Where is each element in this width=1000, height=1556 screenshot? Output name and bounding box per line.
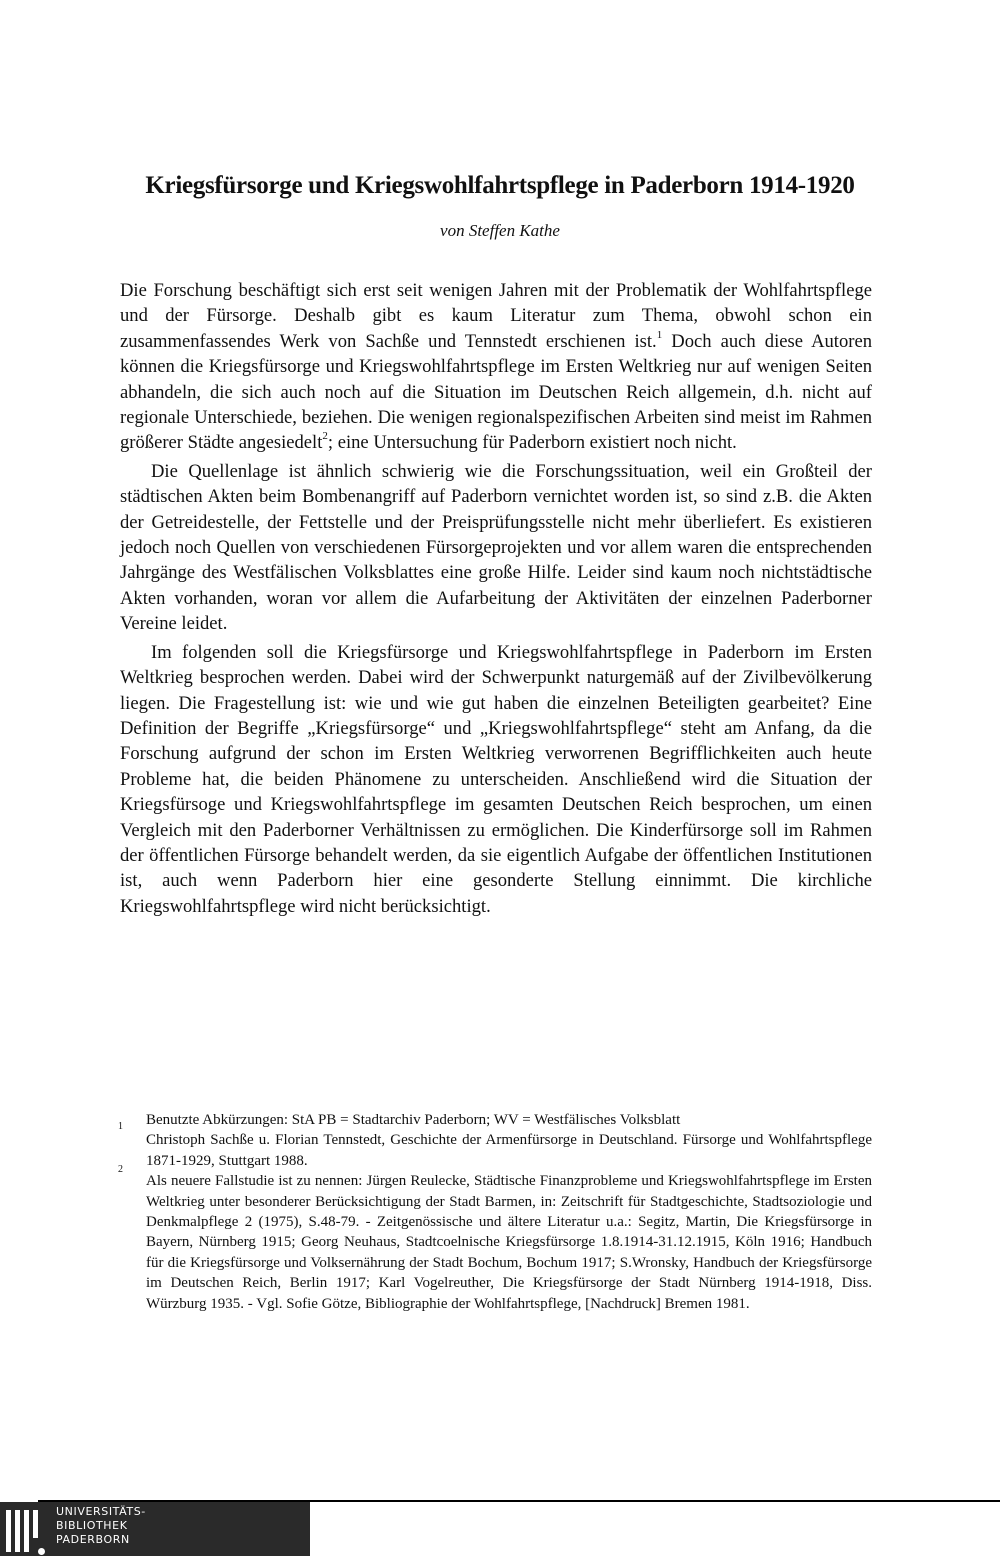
footnote-2-number: 2: [118, 1164, 123, 1176]
footnote-2-text: Als neuere Fallstudie ist zu nennen: Jürgen Reulecke, Städtische Finanzprobleme und Kriegswohlfahrtspflege im Ersten Weltkrieg unter besonderer Berücksichtigung der Stadt Barmen, in: Zeitschrift für Stadtgeschichte, Stadtsoziologie und Denkmalpflege 2 (1975), S.48-79. - Zeitgenössische und ältere Literatur u.a.: Segitz, Martin, Die Kriegsfürsorge in Bayern, Nürnberg 1915; Georg Neuhaus, Stadtcoelnische Kriegsfürsorge 1.8.1914-31.12.1915, Köln 1916; Handbuch für die Kriegsfürsorge und Volksernährung der Stadt Bochum, Bochum 1917; S.Wronsky, Handbuch der Kriegsfürsorge im Deutschen Reich, Berlin 1917; Karl Vogelreuther, Die Kriegsfürsorge der Stadt Nürnberg 1914-1918, Diss. Würzburg 1935. - Vgl. Sofie Götze, Bibliographie der Wohlfahrtspflege, [Nachdruck] Bremen 1981.: [146, 1173, 872, 1312]
footnote-1-text: Christoph Sachße u. Florian Tennstedt, Geschichte der Armenfürsorge in Deutschland. Fürsorge und Wohlfahrtspflege 1871-1929, Stuttgart 1988.: [146, 1132, 872, 1169]
footnote-ref-1: 1: [656, 328, 663, 341]
article-author: von Steffen Kathe: [440, 221, 560, 240]
paragraph-1-part-c: ; eine Untersuchung für Paderborn existiert noch nicht.: [327, 432, 737, 454]
footnote-1-number: 1: [118, 1121, 123, 1133]
article-body: [120, 278, 872, 919]
article-title: Kriegsfürsorge und Kriegswohlfahrtspflege in Paderborn 1914-1920: [145, 172, 855, 199]
footnotes: [118, 1110, 872, 1314]
paragraph-1: [120, 278, 872, 456]
logo-line-3: PADERBORN: [56, 1533, 130, 1546]
footnote-1: [118, 1121, 872, 1171]
library-logo-bars-icon: [6, 1510, 38, 1552]
library-logo-text: [56, 1505, 146, 1547]
library-logo-dot-icon: [38, 1548, 45, 1555]
logo-line-1: UNIVERSITÄTS-: [56, 1505, 146, 1518]
footnote-2: [118, 1164, 872, 1314]
footnote-abbrev-text: Benutzte Abkürzungen: StA PB = Stadtarchiv Paderborn; WV = Westfälisches Volksblatt: [146, 1112, 681, 1128]
paragraph-2: Die Quellenlage ist ähnlich schwierig wie die Forschungssituation, weil ein Großteil der städtischen Akten beim Bombenangriff auf Paderborn vernichtet worden ist, so sind z.B. die Akten der Getreidestelle, der Fettstelle und der Preisprüfungsstelle nicht mehr überliefert. Es existieren jedoch noch Quellen von verschiedenen Fürsorgeprojekten und vor allem waren die entsprechenden Jahrgänge des Westfälischen Volksblattes eine große Hilfe. Leider sind kaum noch nichtstädtische Akten vorhanden, woran vor allem die Aufarbeitung der Aktivitäten der einzelnen Paderborner Vereine leidet.: [120, 460, 872, 635]
footnote-ref-2: 2: [322, 430, 328, 443]
footnote-abbreviations: [118, 1110, 872, 1130]
paragraph-3: Im folgenden soll die Kriegsfürsorge und Kriegswohlfahrtspflege in Paderborn im Ersten Weltkrieg besprochen werden. Dabei wird der Schwerpunkt naturgemäß auf der Zivilbevölkerung liegen. Die Fragestellung ist: wie und wie gut haben die einzelnen Beteiligten gearbeitet? Eine Definition der Begriffe „Kriegsfürsorge“ und „Kriegswohlfahrtspflege“ steht am Anfang, da die Forschung aufgrund der schon im Ersten Weltkrieg verworrenen Begrifflichkeiten auch heute Probleme hat, die beiden Phänomene zu unterscheiden. Anschließend wird die Situation der Kriegsfürsoge und Kriegswohlfahrtspflege im gesamten Deutschen Reich besprochen, um einen Vergleich mit den Paderborner Verhältnissen zu ermöglichen. Die Kinderfürsorge soll im Rahmen der öffentlichen Fürsorge behandelt werden, da sie eigentlich Aufgabe der öffentlichen Institutionen ist, auch wenn Paderborn hier eine gesonderte Stellung einnimmt. Die kirchliche Kriegswohlfahrtspflege wird nicht berücksichtigt.: [120, 641, 872, 917]
logo-line-2: BIBLIOTHEK: [56, 1519, 128, 1532]
library-logo: [0, 1502, 310, 1556]
paragraph-1-part-a: Die Forschung beschäftigt sich erst seit wenigen Jahren mit der Problematik der Wohlfahrtspflege und der Fürsorge. Deshalb gibt es kaum Literatur zum Thema, obwohl schon ein zusammenfassendes Werk von Sachße und Tennstedt erschienen ist.: [120, 280, 872, 352]
paragraph-1-part-b: Doch auch diese Autoren können die Kriegsfürsorge und Kriegswohlfahrtspflege im Ersten Weltkrieg nur auf wenigen Seiten abhandeln, die sich auch noch auf die Situation im Deutschen Reich allgemein, d.h. nicht auf regionale Unterschiede, beziehen. Die wenigen regionalspezifischen Arbeiten sind meist im Rahmen größerer Städte angesiedelt: [120, 330, 872, 454]
